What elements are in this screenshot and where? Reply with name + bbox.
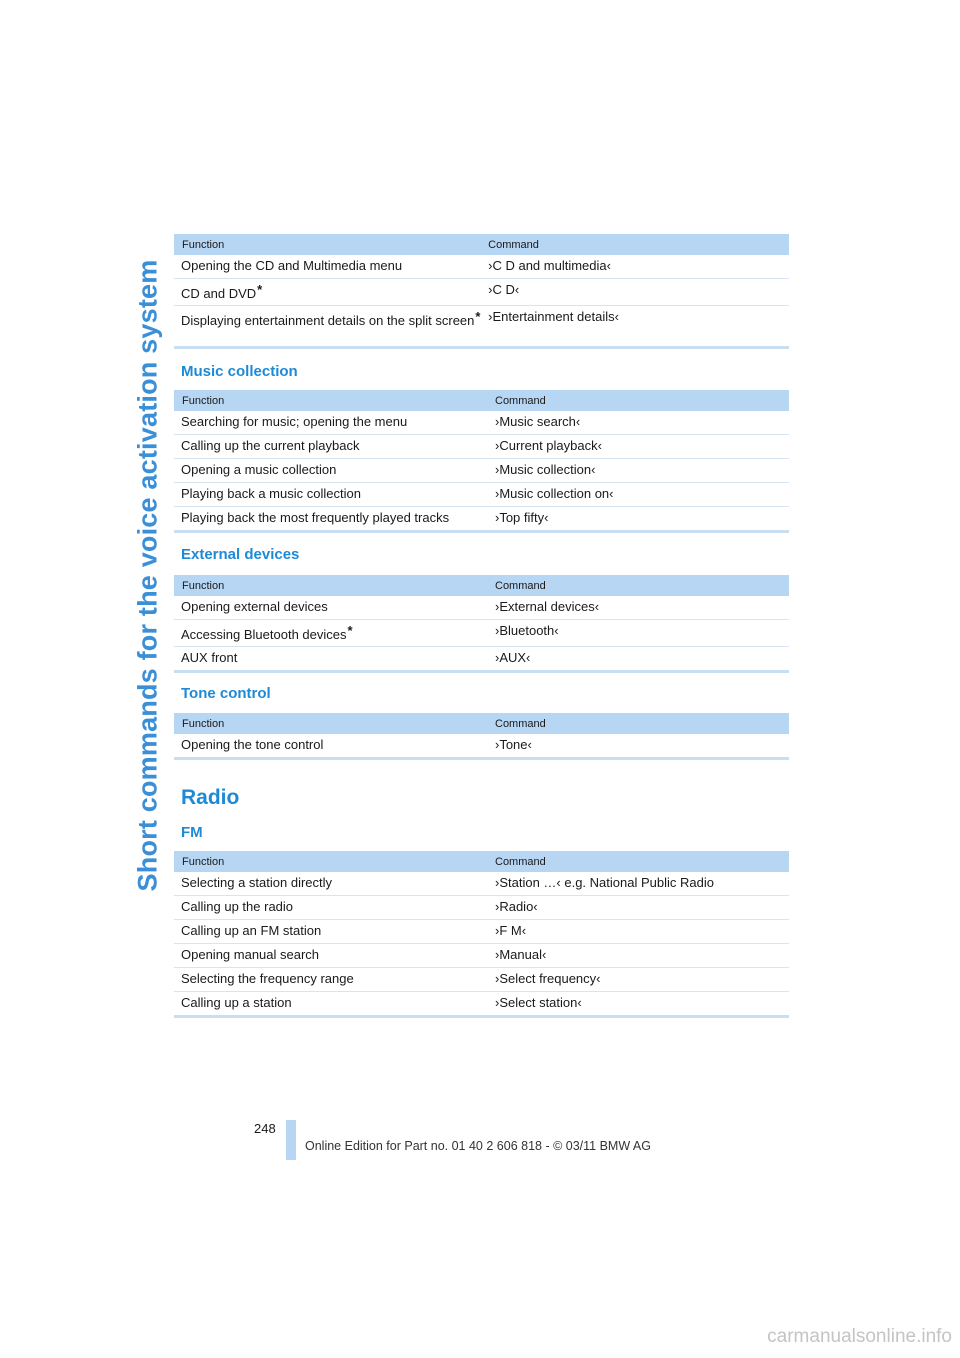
table-row (174, 992, 789, 1017)
chapter-heading-radio: Radio (181, 786, 240, 809)
table-header-row (174, 575, 789, 596)
function-header: Function (174, 713, 495, 734)
command-cell: ›Select frequency‹ (495, 968, 789, 992)
function-cell: Displaying entertainment details on the split screen* (174, 306, 488, 348)
table-row (174, 872, 789, 896)
function-cell: Selecting the frequency range (174, 968, 495, 992)
table-row (174, 896, 789, 920)
function-cell: Opening external devices (174, 596, 495, 620)
command-cell: ›Bluetooth‹ (495, 620, 789, 647)
command-cell: ›F M‹ (495, 920, 789, 944)
command-header: Command (495, 575, 789, 596)
table-row (174, 507, 789, 532)
table-row (174, 279, 789, 306)
function-cell: AUX front (174, 647, 495, 672)
function-cell: Calling up a station (174, 992, 495, 1017)
side-title (128, 232, 168, 918)
command-cell: ›Station …‹ e.g. National Public Radio (495, 872, 789, 896)
command-header: Command (488, 234, 789, 255)
function-cell: Playing back the most frequently played tracks (174, 507, 495, 532)
music-collection-table (174, 390, 789, 533)
command-cell: ›Current playback‹ (495, 435, 789, 459)
section-heading-fm: FM (181, 824, 203, 841)
table-row (174, 968, 789, 992)
table-row (174, 920, 789, 944)
optional-equipment-star: * (347, 623, 353, 638)
function-cell: Selecting a station directly (174, 872, 495, 896)
table-row (174, 459, 789, 483)
function-cell: Opening manual search (174, 944, 495, 968)
table-row (174, 306, 789, 348)
footer-edition-note: Online Edition for Part no. 01 40 2 606 818 - © 03/11 BMW AG (305, 1139, 651, 1153)
footer-accent-bar (286, 1120, 296, 1160)
fm-table (174, 851, 789, 1018)
command-header: Command (495, 851, 789, 872)
function-cell: Opening the CD and Multimedia menu (174, 255, 488, 279)
command-cell: ›Tone‹ (495, 734, 789, 759)
command-header: Command (495, 390, 789, 411)
function-cell: Opening a music collection (174, 459, 495, 483)
command-cell: ›Music search‹ (495, 411, 789, 435)
cd-multimedia-table (174, 234, 789, 349)
command-cell: ›Manual‹ (495, 944, 789, 968)
function-cell: Opening the tone control (174, 734, 495, 759)
page-content (174, 234, 790, 1018)
tone-control-table (174, 713, 789, 760)
table-header-row (174, 390, 789, 411)
command-cell: ›External devices‹ (495, 596, 789, 620)
table-row (174, 411, 789, 435)
command-cell: ›AUX‹ (495, 647, 789, 672)
table-header-row (174, 851, 789, 872)
command-cell: ›Music collection on‹ (495, 483, 789, 507)
optional-equipment-star: * (475, 309, 481, 324)
function-header: Function (174, 234, 488, 255)
table-header-row (174, 713, 789, 734)
command-cell: ›Entertainment details‹ (488, 306, 789, 348)
function-cell: Searching for music; opening the menu (174, 411, 495, 435)
command-cell: ›Select station‹ (495, 992, 789, 1017)
optional-equipment-star: * (257, 282, 263, 297)
watermark: carmanualsonline.info (767, 1326, 952, 1347)
external-devices-table (174, 575, 789, 673)
table-row (174, 483, 789, 507)
command-cell: ›Radio‹ (495, 896, 789, 920)
table-row (174, 647, 789, 672)
page-number: 248 (254, 1121, 276, 1136)
command-header: Command (495, 713, 789, 734)
section-heading-external-devices: External devices (181, 546, 300, 563)
function-header: Function (174, 575, 495, 596)
function-cell: Accessing Bluetooth devices* (174, 620, 495, 647)
command-cell: ›C D and multimedia‹ (488, 255, 789, 279)
command-cell: ›C D‹ (488, 279, 789, 306)
table-row (174, 596, 789, 620)
side-title-text: Short commands for the voice activation system (132, 259, 163, 891)
command-cell: ›Music collection‹ (495, 459, 789, 483)
function-cell: CD and DVD* (174, 279, 488, 306)
function-cell: Calling up the radio (174, 896, 495, 920)
table-row (174, 435, 789, 459)
function-cell: Calling up the current playback (174, 435, 495, 459)
table-row (174, 620, 789, 647)
command-cell: ›Top fifty‹ (495, 507, 789, 532)
table-header-row (174, 234, 789, 255)
function-header: Function (174, 390, 495, 411)
table-row (174, 944, 789, 968)
function-cell: Calling up an FM station (174, 920, 495, 944)
function-cell: Playing back a music collection (174, 483, 495, 507)
table-row (174, 734, 789, 759)
section-heading-music-collection: Music collection (181, 363, 298, 380)
section-heading-tone-control: Tone control (181, 685, 271, 702)
table-row (174, 255, 789, 279)
function-header: Function (174, 851, 495, 872)
